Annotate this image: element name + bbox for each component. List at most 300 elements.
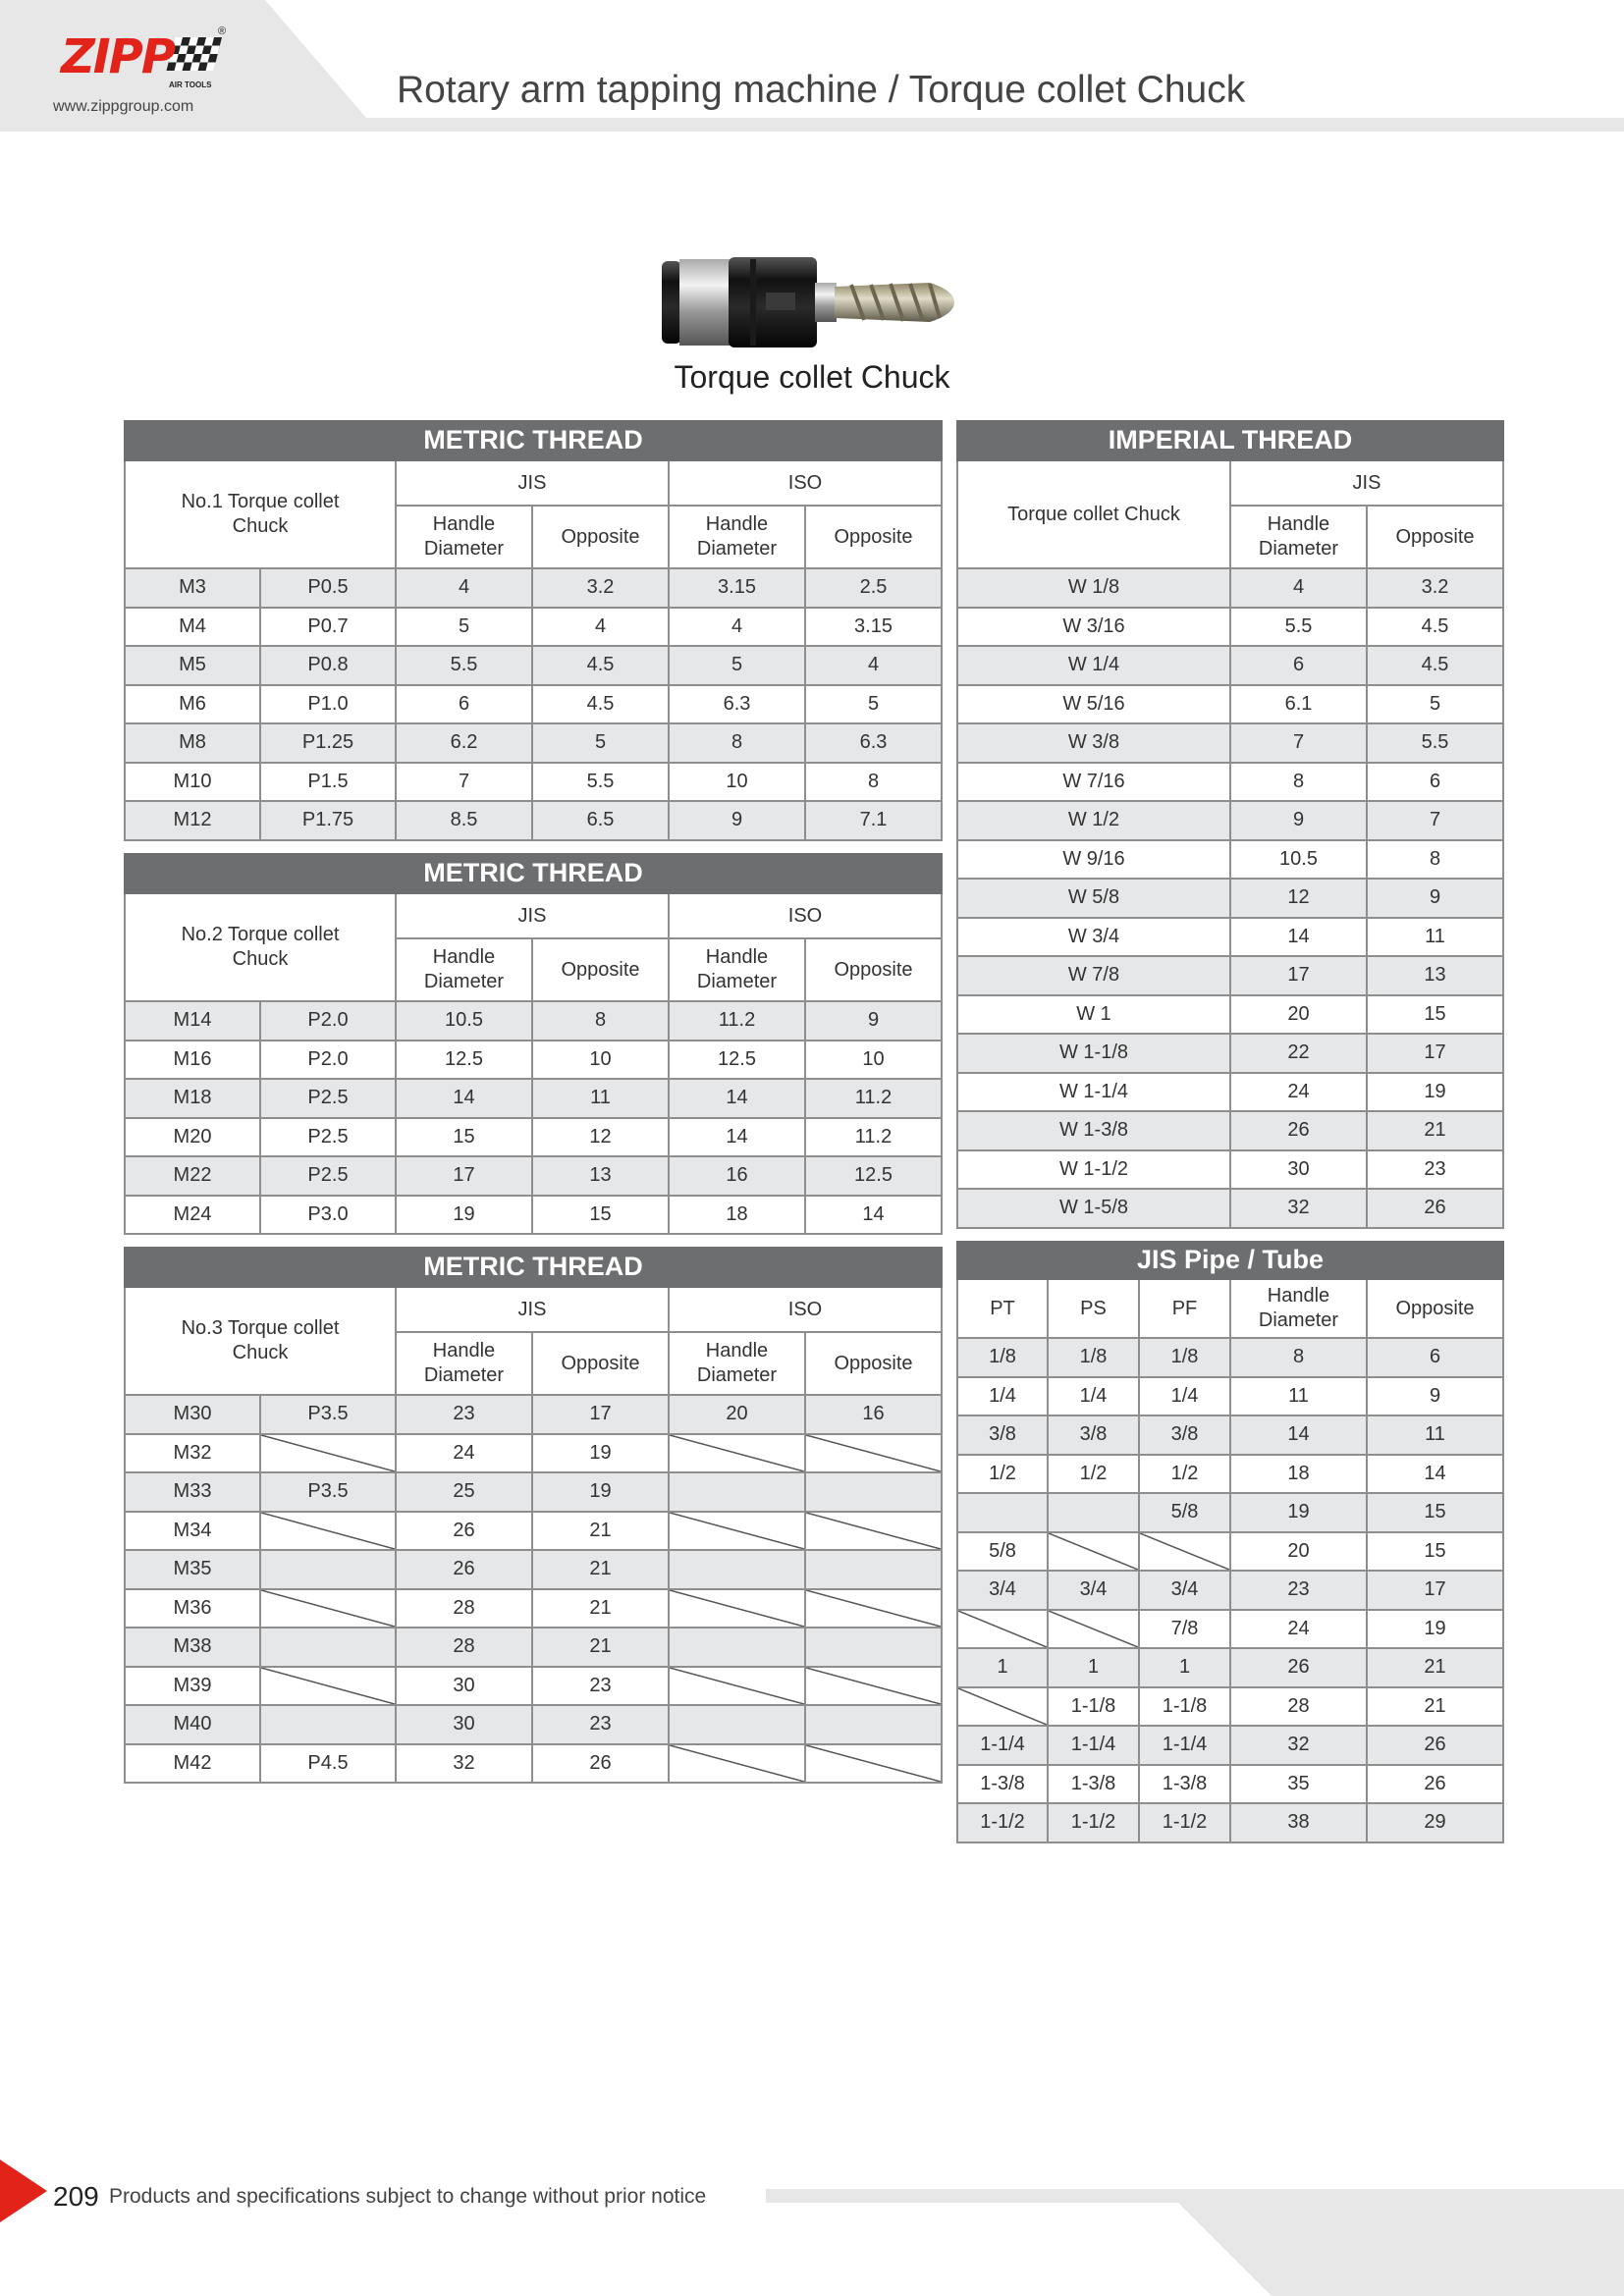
table-title: IMPERIAL THREAD <box>957 421 1503 460</box>
table-cell: 21 <box>1367 1648 1503 1687</box>
table-cell: P2.0 <box>260 1001 396 1041</box>
table-row <box>125 1118 942 1157</box>
table-cell: W 1/8 <box>957 568 1230 608</box>
table-cell: 19 <box>396 1196 532 1235</box>
table-cell: 4.5 <box>532 685 669 724</box>
table-cell: M14 <box>125 1001 260 1041</box>
table-row <box>957 646 1503 685</box>
table-cell: 20 <box>1230 995 1367 1035</box>
table-cell: 1/8 <box>1139 1338 1230 1377</box>
table-cell: 8.5 <box>396 801 532 840</box>
table-cell: 17 <box>532 1395 669 1434</box>
table-cell: 9 <box>669 801 805 840</box>
table-cell: 1-1/4 <box>1139 1726 1230 1765</box>
not-applicable-cell <box>957 1493 1048 1532</box>
table-cell: 1-1/8 <box>1048 1687 1139 1727</box>
table-row <box>125 1001 942 1041</box>
table-cell: M18 <box>125 1079 260 1118</box>
table-cell: 1/2 <box>1139 1455 1230 1494</box>
not-applicable-cell <box>669 1512 805 1551</box>
not-applicable-cell <box>805 1434 942 1473</box>
table-cell: 19 <box>532 1472 669 1512</box>
table-cell: W 1-1/4 <box>957 1073 1230 1112</box>
page-title: Rotary arm tapping machine / Torque collet Chuck <box>397 69 1246 111</box>
table-cell: 15 <box>532 1196 669 1235</box>
ps-header: PS <box>1048 1279 1139 1338</box>
table-cell: M35 <box>125 1550 260 1589</box>
table-cell: 11 <box>1230 1377 1367 1416</box>
table-body <box>125 1395 942 1783</box>
chuck-label: No.1 Torque collet Chuck <box>125 460 396 568</box>
table-row <box>957 685 1503 724</box>
table-row <box>957 608 1503 647</box>
table-cell: 10.5 <box>396 1001 532 1041</box>
chuck-label: No.3 Torque collet Chuck <box>125 1287 396 1395</box>
table-cell: 5 <box>805 685 942 724</box>
table-row <box>957 1150 1503 1190</box>
table-cell: P3.0 <box>260 1196 396 1235</box>
table-cell: W 3/8 <box>957 723 1230 763</box>
table-row <box>125 685 942 724</box>
table-cell: M16 <box>125 1041 260 1080</box>
table-cell: 3.2 <box>532 568 669 608</box>
table-cell: 8 <box>532 1001 669 1041</box>
table-row <box>957 801 1503 840</box>
table-cell: 17 <box>396 1156 532 1196</box>
table-cell: P1.75 <box>260 801 396 840</box>
table-cell: P2.5 <box>260 1118 396 1157</box>
table-cell: 30 <box>1230 1150 1367 1190</box>
not-applicable-cell <box>805 1550 942 1589</box>
table-cell: 3/8 <box>1139 1415 1230 1455</box>
table-cell: 6 <box>1367 1338 1503 1377</box>
not-applicable-cell <box>1048 1532 1139 1572</box>
table-cell: 19 <box>1230 1493 1367 1532</box>
table-cell: 6.1 <box>1230 685 1367 724</box>
table-cell: 15 <box>1367 1532 1503 1572</box>
table-cell: 18 <box>1230 1455 1367 1494</box>
opposite-header: Opposite <box>805 1332 942 1395</box>
not-applicable-cell <box>805 1705 942 1744</box>
table-title: METRIC THREAD <box>125 421 942 460</box>
table-cell: 4 <box>669 608 805 647</box>
table-cell: 23 <box>396 1395 532 1434</box>
table-cell: 23 <box>532 1667 669 1706</box>
table-cell: 21 <box>532 1589 669 1629</box>
table-cell: 11.2 <box>805 1079 942 1118</box>
table-row <box>957 1073 1503 1112</box>
pt-header: PT <box>957 1279 1048 1338</box>
iso-header: ISO <box>669 1287 942 1332</box>
table-cell: 13 <box>532 1156 669 1196</box>
table-cell: M5 <box>125 646 260 685</box>
table-cell: 4.5 <box>1367 608 1503 647</box>
table-cell: 10 <box>532 1041 669 1080</box>
table-cell: 8 <box>669 723 805 763</box>
table-cell: 5.5 <box>1230 608 1367 647</box>
table-cell: 1/2 <box>1048 1455 1139 1494</box>
table-cell: 6 <box>1230 646 1367 685</box>
table-cell: 4.5 <box>532 646 669 685</box>
table-cell: M6 <box>125 685 260 724</box>
table-cell: 23 <box>532 1705 669 1744</box>
table-cell: 10 <box>805 1041 942 1080</box>
table-row <box>125 1196 942 1235</box>
table-cell: M33 <box>125 1472 260 1512</box>
not-applicable-cell <box>805 1589 942 1629</box>
opposite-header: Opposite <box>805 506 942 568</box>
table-cell: M8 <box>125 723 260 763</box>
table-row <box>957 995 1503 1035</box>
not-applicable-cell <box>669 1550 805 1589</box>
footer-strip <box>766 2189 1624 2203</box>
jis-pipe-tube-table <box>956 1241 1504 1843</box>
table-cell: M40 <box>125 1705 260 1744</box>
not-applicable-cell <box>260 1589 396 1629</box>
table-row <box>957 1687 1503 1727</box>
not-applicable-cell <box>260 1628 396 1667</box>
table-cell: W 7/16 <box>957 763 1230 802</box>
table-cell: 18 <box>669 1196 805 1235</box>
handle-diameter-header: Handle Diameter <box>669 506 805 568</box>
table-row <box>957 1377 1503 1416</box>
table-cell: 16 <box>805 1395 942 1434</box>
table-cell: 4 <box>805 646 942 685</box>
metric-thread-table-no3 <box>124 1247 943 1784</box>
table-title: JIS Pipe / Tube <box>957 1242 1503 1279</box>
table-cell: 8 <box>805 763 942 802</box>
website-url: www.zippgroup.com <box>53 98 194 115</box>
opposite-header: Opposite <box>1367 506 1503 568</box>
table-row <box>125 1705 942 1744</box>
table-cell: 1-3/8 <box>1048 1765 1139 1804</box>
table-cell: 9 <box>1367 1377 1503 1416</box>
table-cell: 19 <box>532 1434 669 1473</box>
table-cell: P4.5 <box>260 1744 396 1784</box>
table-cell: 3/4 <box>1139 1571 1230 1610</box>
table-row <box>125 1628 942 1667</box>
opposite-header: Opposite <box>532 938 669 1001</box>
table-cell: 8 <box>1230 1338 1367 1377</box>
table-row <box>957 1111 1503 1150</box>
table-row <box>957 723 1503 763</box>
table-body <box>957 1338 1503 1842</box>
table-cell: 12.5 <box>396 1041 532 1080</box>
table-cell: 26 <box>396 1512 532 1551</box>
table-cell: 20 <box>1230 1532 1367 1572</box>
table-cell: 23 <box>1230 1571 1367 1610</box>
not-applicable-cell <box>805 1744 942 1784</box>
table-cell: 30 <box>396 1667 532 1706</box>
not-applicable-cell <box>260 1667 396 1706</box>
not-applicable-cell <box>260 1705 396 1744</box>
table-cell: P3.5 <box>260 1395 396 1434</box>
table-row <box>125 646 942 685</box>
table-body <box>125 1001 942 1234</box>
table-cell: 7 <box>1230 723 1367 763</box>
table-row <box>957 1648 1503 1687</box>
table-cell: 15 <box>1367 1493 1503 1532</box>
opposite-header: Opposite <box>805 938 942 1001</box>
table-cell: 8 <box>1230 763 1367 802</box>
table-cell: M12 <box>125 801 260 840</box>
table-cell: 32 <box>1230 1189 1367 1228</box>
table-row <box>125 568 942 608</box>
table-cell: 24 <box>396 1434 532 1473</box>
table-row <box>125 1472 942 1512</box>
table-row <box>125 1434 942 1473</box>
table-cell: 14 <box>669 1079 805 1118</box>
table-cell: 12 <box>1230 879 1367 918</box>
table-cell: 14 <box>396 1079 532 1118</box>
table-cell: 1/8 <box>957 1338 1048 1377</box>
table-row <box>957 763 1503 802</box>
table-cell: 17 <box>1230 956 1367 995</box>
table-cell: 22 <box>1230 1034 1367 1073</box>
table-cell: 1/2 <box>957 1455 1048 1494</box>
table-row <box>125 1395 942 1434</box>
table-row <box>957 1493 1503 1532</box>
table-cell: 11 <box>1367 1415 1503 1455</box>
page-marker-triangle <box>0 2160 47 2222</box>
table-cell: M30 <box>125 1395 260 1434</box>
jis-header: JIS <box>396 1287 669 1332</box>
table-cell: M4 <box>125 608 260 647</box>
table-row <box>125 1512 942 1551</box>
table-cell: M20 <box>125 1118 260 1157</box>
table-cell: 19 <box>1367 1073 1503 1112</box>
table-row <box>125 763 942 802</box>
table-row <box>957 1455 1503 1494</box>
table-cell: 26 <box>1230 1648 1367 1687</box>
opposite-header: Opposite <box>532 506 669 568</box>
table-row <box>125 723 942 763</box>
table-title: METRIC THREAD <box>125 1248 942 1287</box>
table-row <box>957 1415 1503 1455</box>
table-body <box>125 568 942 840</box>
table-cell: W 3/4 <box>957 918 1230 957</box>
table-cell: 1/4 <box>1139 1377 1230 1416</box>
metric-thread-table-no1 <box>124 420 943 841</box>
table-cell: 26 <box>1367 1765 1503 1804</box>
torque-collet-chuck-image <box>660 253 964 351</box>
table-cell: W 1-1/8 <box>957 1034 1230 1073</box>
table-cell: 26 <box>1230 1111 1367 1150</box>
table-cell: W 1-1/2 <box>957 1150 1230 1190</box>
handle-diameter-header: Handle Diameter <box>396 506 532 568</box>
table-cell: W 1-3/8 <box>957 1111 1230 1150</box>
table-cell: 26 <box>396 1550 532 1589</box>
table-row <box>125 801 942 840</box>
table-cell: 15 <box>1367 995 1503 1035</box>
table-cell: 6 <box>1367 763 1503 802</box>
table-cell: W 5/8 <box>957 879 1230 918</box>
table-cell: P1.0 <box>260 685 396 724</box>
table-cell: M38 <box>125 1628 260 1667</box>
table-cell: 32 <box>1230 1726 1367 1765</box>
table-cell: W 3/16 <box>957 608 1230 647</box>
table-cell: 3.2 <box>1367 568 1503 608</box>
table-cell: 30 <box>396 1705 532 1744</box>
table-cell: 6.2 <box>396 723 532 763</box>
not-applicable-cell <box>1139 1532 1230 1572</box>
table-cell: 23 <box>1367 1150 1503 1190</box>
table-cell: P0.5 <box>260 568 396 608</box>
table-cell: 12 <box>532 1118 669 1157</box>
table-cell: 6 <box>396 685 532 724</box>
not-applicable-cell <box>669 1628 805 1667</box>
table-cell: P1.5 <box>260 763 396 802</box>
table-row <box>957 1610 1503 1649</box>
table-cell: 26 <box>532 1744 669 1784</box>
jis-header: JIS <box>1230 460 1503 506</box>
metric-thread-table-no2 <box>124 853 943 1235</box>
not-applicable-cell <box>669 1667 805 1706</box>
table-cell: 5 <box>669 646 805 685</box>
table-cell: 4 <box>396 568 532 608</box>
table-cell: 5.5 <box>532 763 669 802</box>
table-cell: 15 <box>396 1118 532 1157</box>
not-applicable-cell <box>805 1512 942 1551</box>
table-cell: M39 <box>125 1667 260 1706</box>
table-cell: 7 <box>1367 801 1503 840</box>
table-cell: W 5/16 <box>957 685 1230 724</box>
table-cell: 1-1/4 <box>1048 1726 1139 1765</box>
table-cell: M36 <box>125 1589 260 1629</box>
not-applicable-cell <box>805 1628 942 1667</box>
product-caption: Torque collet Chuck <box>674 359 950 395</box>
table-cell: 20 <box>669 1395 805 1434</box>
pf-header: PF <box>1139 1279 1230 1338</box>
table-cell: 5 <box>532 723 669 763</box>
table-cell: 5.5 <box>1367 723 1503 763</box>
table-cell: 1/4 <box>1048 1377 1139 1416</box>
table-row <box>957 1532 1503 1572</box>
table-cell: 1 <box>957 1648 1048 1687</box>
iso-header: ISO <box>669 893 942 938</box>
table-cell: 1-3/8 <box>957 1765 1048 1804</box>
table-cell: 9 <box>1367 879 1503 918</box>
table-cell: P3.5 <box>260 1472 396 1512</box>
opposite-header: Opposite <box>532 1332 669 1395</box>
table-cell: 2.5 <box>805 568 942 608</box>
table-cell: 35 <box>1230 1765 1367 1804</box>
chuck-label: No.2 Torque collet Chuck <box>125 893 396 1001</box>
not-applicable-cell <box>260 1512 396 1551</box>
table-cell: 17 <box>1367 1034 1503 1073</box>
table-cell: 29 <box>1367 1803 1503 1842</box>
table-cell: 14 <box>805 1196 942 1235</box>
not-applicable-cell <box>260 1434 396 1473</box>
table-cell: M34 <box>125 1512 260 1551</box>
table-cell: 5/8 <box>1139 1493 1230 1532</box>
table-cell: 3.15 <box>669 568 805 608</box>
table-cell: 4 <box>1230 568 1367 608</box>
table-cell: 12.5 <box>669 1041 805 1080</box>
imperial-thread-table <box>956 420 1504 1229</box>
handle-diameter-header: Handle Diameter <box>1230 1279 1367 1338</box>
table-cell: M10 <box>125 763 260 802</box>
table-cell: M24 <box>125 1196 260 1235</box>
iso-header: ISO <box>669 460 942 506</box>
table-cell: 19 <box>1367 1610 1503 1649</box>
logo-subtitle: AIR TOOLS <box>169 80 212 89</box>
table-cell: 14 <box>669 1118 805 1157</box>
table-cell: W 1 <box>957 995 1230 1035</box>
table-cell: 1-1/2 <box>957 1803 1048 1842</box>
table-cell: 11 <box>1367 918 1503 957</box>
table-row <box>957 1189 1503 1228</box>
table-row <box>125 1041 942 1080</box>
table-cell: 7/8 <box>1139 1610 1230 1649</box>
table-cell: 1 <box>1048 1648 1139 1687</box>
table-cell: 38 <box>1230 1803 1367 1842</box>
table-cell: 21 <box>1367 1111 1503 1150</box>
table-cell: 5/8 <box>957 1532 1048 1572</box>
table-row <box>125 1667 942 1706</box>
chuck-label: Torque collet Chuck <box>957 460 1230 568</box>
table-cell: 3.15 <box>805 608 942 647</box>
table-cell: 21 <box>532 1628 669 1667</box>
table-row <box>125 1079 942 1118</box>
table-cell: 3/4 <box>957 1571 1048 1610</box>
not-applicable-cell <box>805 1472 942 1512</box>
table-cell: 5 <box>396 608 532 647</box>
handle-diameter-header: Handle Diameter <box>1230 506 1367 568</box>
table-cell: P1.25 <box>260 723 396 763</box>
not-applicable-cell <box>669 1434 805 1473</box>
table-row <box>125 608 942 647</box>
not-applicable-cell <box>669 1705 805 1744</box>
not-applicable-cell <box>669 1744 805 1784</box>
table-cell: 11.2 <box>669 1001 805 1041</box>
table-cell: 3/8 <box>1048 1415 1139 1455</box>
table-cell: 10 <box>669 763 805 802</box>
table-row <box>957 1571 1503 1610</box>
handle-diameter-header: Handle Diameter <box>396 1332 532 1395</box>
table-cell: 26 <box>1367 1726 1503 1765</box>
table-cell: M22 <box>125 1156 260 1196</box>
table-row <box>957 840 1503 880</box>
table-cell: 4.5 <box>1367 646 1503 685</box>
not-applicable-cell <box>957 1610 1048 1649</box>
table-cell: 28 <box>1230 1687 1367 1727</box>
table-cell: 1-3/8 <box>1139 1765 1230 1804</box>
table-cell: P0.8 <box>260 646 396 685</box>
logo: ZIPP <box>61 29 175 84</box>
table-row <box>957 568 1503 608</box>
table-cell: 1/8 <box>1048 1338 1139 1377</box>
table-cell: 14 <box>1367 1455 1503 1494</box>
table-row <box>957 918 1503 957</box>
table-row <box>957 1803 1503 1842</box>
table-cell: 9 <box>1230 801 1367 840</box>
not-applicable-cell <box>957 1687 1048 1727</box>
table-cell: P2.0 <box>260 1041 396 1080</box>
table-cell: 12.5 <box>805 1156 942 1196</box>
table-cell: W 1/4 <box>957 646 1230 685</box>
table-cell: 1-1/2 <box>1048 1803 1139 1842</box>
table-cell: 26 <box>1367 1189 1503 1228</box>
table-row <box>957 1338 1503 1377</box>
not-applicable-cell <box>805 1667 942 1706</box>
table-cell: 17 <box>1367 1571 1503 1610</box>
table-row <box>957 1726 1503 1765</box>
table-row <box>125 1550 942 1589</box>
table-cell: 14 <box>1230 918 1367 957</box>
table-cell: 1-1/4 <box>957 1726 1048 1765</box>
footer-note: Products and specifications subject to change without prior notice <box>109 2185 707 2208</box>
